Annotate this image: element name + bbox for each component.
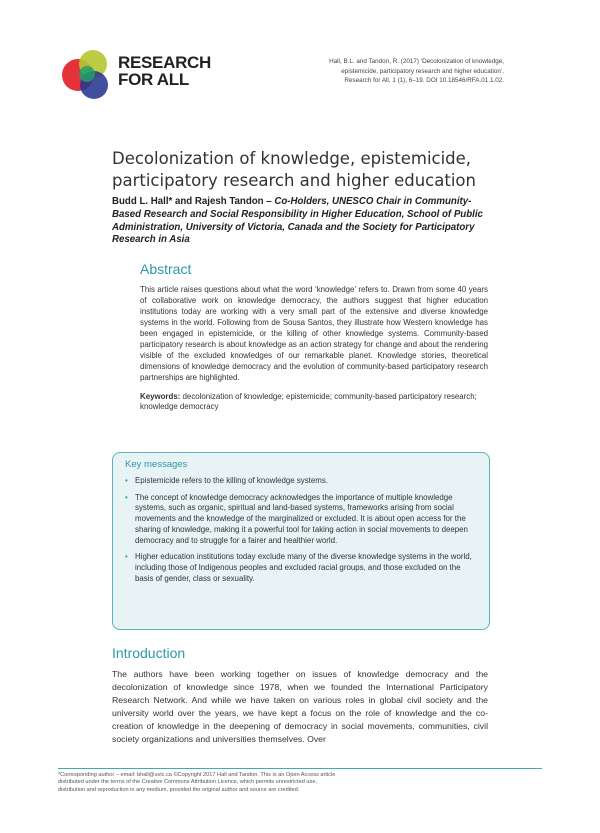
article-title: Decolonization of knowledge, epistemicide, participatory research and higher education: [112, 149, 476, 190]
abstract-section: [140, 261, 488, 412]
abstract-heading: Abstract: [140, 261, 192, 277]
keywords-label: Keywords:: [140, 392, 181, 401]
introduction-heading: Introduction: [112, 645, 186, 661]
key-messages-list: [125, 476, 477, 584]
footnote-line: *Corresponding author – email: bhall@uvic.ca ©Copyright 2017 Hall and Tandon. This is an Open Access article: [58, 772, 336, 778]
footnote-line: distributed under the terms of the Creative Commons Attribution Licence, which permits unrestricted use,: [58, 779, 317, 786]
bullet-icon: •: [125, 552, 128, 562]
keywords-list: decolonization of knowledge; epistemicide; community-based participatory research; knowledge democracy: [140, 392, 477, 411]
journal-logo: [58, 47, 228, 102]
citation-line: Research for All, 1 (1), 6–19. DOI 10.18546/RFA.01.1.02.: [344, 77, 504, 84]
key-message-text: Epistemicide refers to the killing of knowledge systems.: [135, 476, 328, 485]
keywords: [140, 392, 488, 412]
logo-circles-icon: [58, 47, 112, 101]
logo-wordmark: [118, 54, 211, 88]
key-message-text: The concept of knowledge democracy acknowledges the importance of multiple knowledge systems, such as organic, spiritual and land-based systems, frameworks arising from social movements and the knowledge of the marginalized or excluded. It is about open access for the sharing of knowledge, making it a powerful tool for taking action in social movements to deepen democracy and to struggle for a fairer and healthier world.: [135, 492, 468, 545]
key-message-item: [125, 493, 477, 547]
logo-line-1: RESEARCH: [118, 53, 212, 72]
citation-line: epistemicide, participatory research and higher education’.: [341, 67, 504, 75]
key-message-item: [125, 552, 477, 584]
bullet-icon: •: [125, 492, 128, 502]
citation-line: Hall, B.L. and Tandon, R. (2017) ‘Decolonization of knowledge,: [329, 58, 504, 65]
footnote: [58, 772, 458, 794]
footnote-divider: [58, 768, 542, 769]
abstract-text: This article raises questions about what the word ‘knowledge’ refers to. Drawn from some 40 years of collaborative work on knowledge democracy, the authors suggest that higher education institutions today are working with a very small part of the extensive and diverse knowledge systems in the world. Following from de Sousa Santos, they illustrate how Western knowledge has been engaged in epistemicide, or the killing of other knowledge systems. Community-based participatory research is about knowledge as an action strategy for change and about the rendering visible of the excluded knowledges of our remarkable planet. Knowledge stories, theoretical dimensions of knowledge democracy and the evolution of community-based participatory research partnerships are highlighted.: [140, 285, 488, 382]
key-message-text: Higher education institutions today exclude many of the diverse knowledge systems in the world, including those of Indigenous peoples and excluded racial groups, and those excluded on the basis of gender, class or sexuality.: [135, 552, 472, 583]
key-messages-heading: Key messages: [125, 459, 188, 470]
key-message-item: [125, 476, 477, 487]
key-messages-box: [112, 452, 490, 630]
citation: [284, 57, 504, 86]
footnote-line: distribution and reproduction in any medium, provided the original author and source are credited.: [58, 786, 300, 793]
author-names: Budd L. Hall* and Rajesh Tandon –: [112, 196, 275, 207]
logo-line-2: FOR ALL: [118, 70, 189, 89]
introduction-text: The authors have been working together on issues of knowledge democracy and the decolonization of knowledge since 1978, when we founded the International Participatory Research Network. And while we have taken on various roles in global civil society and the university world over the years, we have kept a focus on the role of knowledge and the co-creation of knowledge in the deepening of democracy in social movements, communities, civil society organizations and universities themselves. Over: [112, 669, 488, 744]
authors-block: [112, 196, 492, 247]
introduction-section: [112, 645, 488, 746]
author-affiliation: Co-Holders, UNESCO Chair in Community-Based Research and Social Responsibility in Higher Education, School of Public Administration, University of Victoria, Canada and the Society for Participatory Research in Asia: [112, 196, 483, 246]
bullet-icon: •: [125, 476, 128, 485]
